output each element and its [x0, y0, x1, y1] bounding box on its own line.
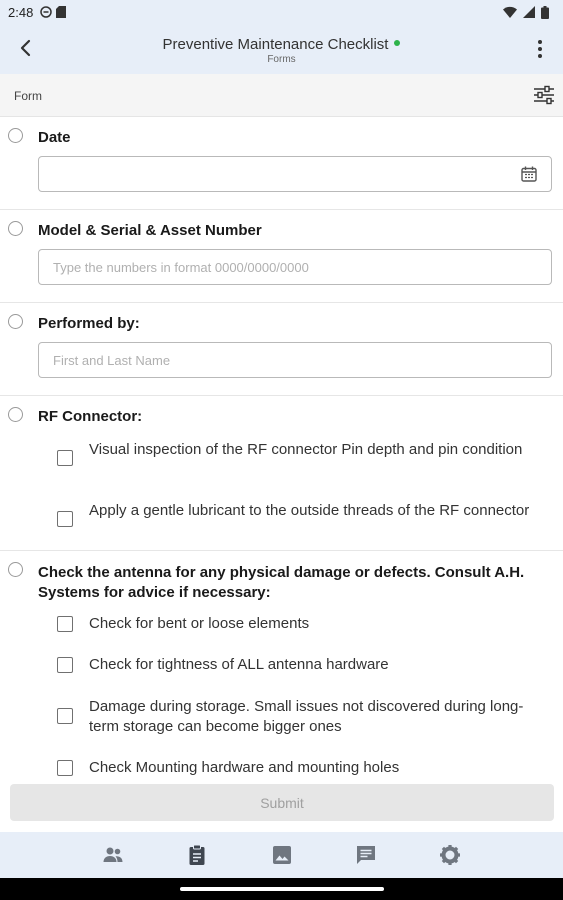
- question-radio[interactable]: [8, 407, 23, 422]
- chat-icon[interactable]: [355, 844, 377, 866]
- filter-settings-icon[interactable]: [533, 84, 555, 106]
- question-title: Model & Serial & Asset Number: [38, 222, 262, 239]
- sync-icon: [40, 6, 52, 18]
- question-title: Check the antenna for any physical damage or defects. Consult A.H. Systems for advice if necessary:: [38, 564, 525, 601]
- submit-button[interactable]: Submit: [10, 784, 554, 821]
- question-radio[interactable]: [8, 314, 23, 329]
- wifi-icon: [503, 6, 517, 18]
- question-title: Date: [38, 129, 71, 146]
- sd-card-icon: [56, 6, 66, 18]
- page-title-text: Preventive Maintenance Checklist: [162, 36, 389, 53]
- question-title: RF Connector:: [38, 408, 143, 425]
- question-radio[interactable]: [8, 128, 23, 143]
- question-rf-connector: [0, 395, 563, 551]
- question-radio[interactable]: [8, 221, 23, 236]
- checkbox-label: Apply a gentle lubricant to the outside threads of the RF connector: [89, 502, 530, 519]
- checkbox[interactable]: [57, 511, 73, 527]
- checkbox[interactable]: [57, 616, 73, 632]
- question-model: [0, 209, 563, 303]
- signal-icon: [523, 6, 535, 18]
- battery-icon: [541, 6, 549, 19]
- question-radio[interactable]: [8, 562, 23, 577]
- checkbox-label: Check Mounting hardware and mounting holes: [89, 759, 400, 776]
- people-icon[interactable]: [102, 844, 124, 866]
- input-placeholder: Type the numbers in format 0000/0000/0000: [53, 260, 309, 275]
- clipboard-icon[interactable]: [186, 844, 208, 866]
- more-vert-icon[interactable]: [537, 38, 543, 60]
- home-indicator[interactable]: [180, 887, 384, 891]
- status-time: 2:48: [8, 5, 34, 20]
- model-serial-input[interactable]: [38, 249, 552, 285]
- question-performed-by: [0, 302, 563, 396]
- gesture-bar: [0, 878, 563, 900]
- question-title: Performed by:: [38, 315, 140, 332]
- online-status-dot: [394, 40, 400, 46]
- checkbox[interactable]: [57, 708, 73, 724]
- checkbox-label: Check for tightness of ALL antenna hardware: [89, 656, 389, 673]
- calendar-icon[interactable]: [521, 166, 537, 182]
- form-label: Form: [14, 89, 42, 103]
- status-bar: [0, 0, 563, 24]
- checkbox[interactable]: [57, 450, 73, 466]
- image-icon[interactable]: [271, 844, 293, 866]
- checkbox-label: Check for bent or loose elements: [89, 615, 310, 632]
- performed-by-input[interactable]: [38, 342, 552, 378]
- question-date: [0, 116, 563, 210]
- submit-bar: [0, 779, 563, 831]
- checkbox[interactable]: [57, 760, 73, 776]
- gear-icon[interactable]: [439, 844, 461, 866]
- date-field[interactable]: [38, 156, 552, 192]
- input-placeholder: First and Last Name: [53, 353, 171, 368]
- checkbox[interactable]: [57, 657, 73, 673]
- app-bar: [0, 24, 563, 74]
- checkbox-label: Damage during storage. Small issues not discovered during long-term storage can become bigger ones: [89, 698, 524, 735]
- checkbox-label: Visual inspection of the RF connector Pin depth and pin condition: [89, 441, 523, 458]
- form-bar: [0, 74, 563, 117]
- page-subtitle: Forms: [267, 54, 296, 65]
- bottom-nav: [0, 832, 563, 878]
- page-title: [0, 36, 563, 53]
- question-antenna: [0, 550, 563, 779]
